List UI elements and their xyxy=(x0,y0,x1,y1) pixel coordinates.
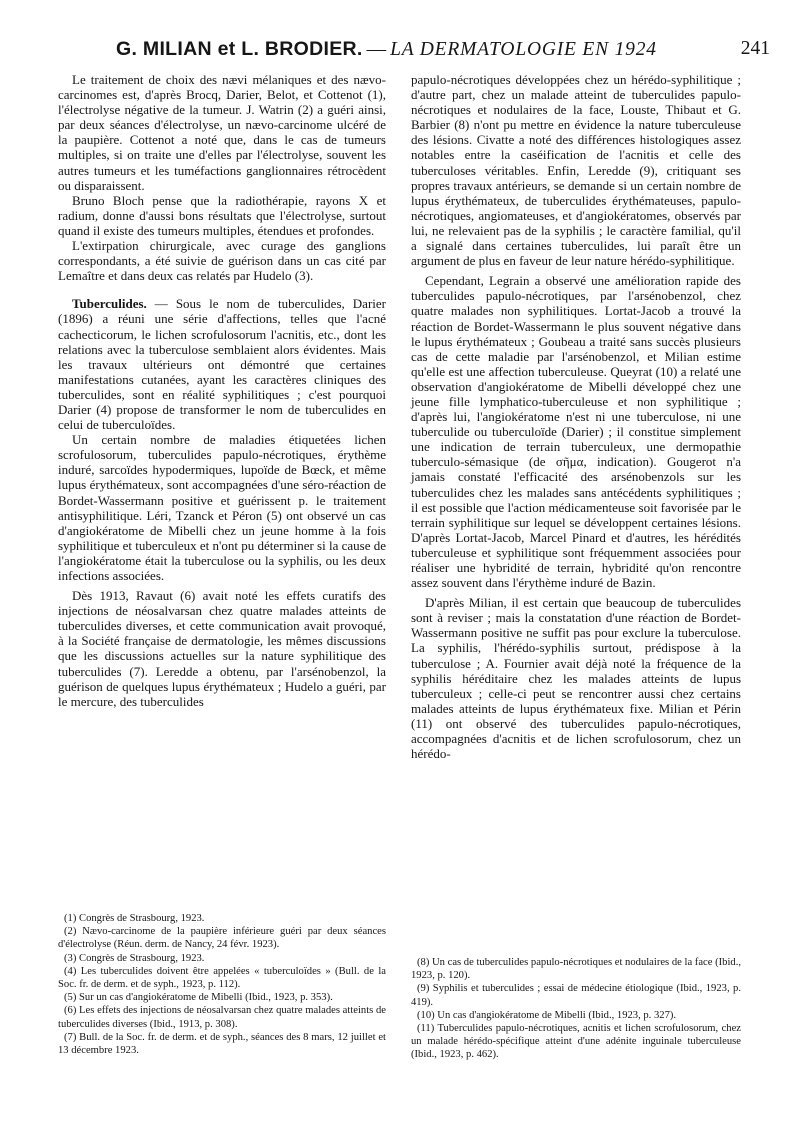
paragraph-naevi-electrolyse: Le traitement de choix des nævi mélaniques et des nævo-carcinomes est, d'après Brocq, Darier, Belot, et Cottenot (1), l'électrolyse négative de la tumeur. J. Watrin (2) a guéri ainsi, par deux séances d'électrolyse, un nævo-carcinome ulcéré de la paupière. Cottenot a noté que, dans le cas de tumeurs multiples, si on traite une d'elles par l'électrolyse, souvent les autres tumeurs et les tuméfactions ganglionnaires rétrocèdent ou disparaissent. xyxy=(58,72,386,193)
footnotes-right xyxy=(411,956,741,1062)
header-journal-title: LA DERMATOLOGIE EN 1924 xyxy=(390,39,657,60)
paragraph-legrain: Cependant, Legrain a observé une amélioration rapide des tuberculides papulo-nécrotiques, par l'arsénobenzol, chez quatre malades non syphilitiques. Lortat-Jacob a trouvé la réaction de Bordet-Wassermann le plus souvent négative dans le lupus érythémateux ; Goubeau a traité sans succès plusieurs cas de cette maladie par l'arsénobenzol, et Milian estime qu'elle est une affection tuberculeuse. Queyrat (10) a relaté une observation d'angiokératome de Mibelli développé chez une jeune fille lymphatico-tuberculeuse et non syphilitique ; d'après lui, l'angiokératome n'est ni une tuberculose, ni une tuberculide ou tuberculoïde (Darier) ; il constitue simplement une indication de terrain tuberculeux, une dermopathie tuberculo-sémasique (de σῆμα, indication). Gougerot n'a jamais constaté l'efficacité des arsénobenzols sur les tuberculides chez les malades sans antécédents syphilitiques ; il est possible que l'action médicamenteuse soit favorisée par le terrain syphilitique sur lequel se développent certaines lésions. D'après Lortat-Jacob, Marcel Pinard et d'autres, les hérédités tuberculeuse et syphilitique sont fréquemment associées pour réaliser une hybridité de terrain, hybridité qu'on rencontre assez souvent dans l'érythème induré de Bazin. xyxy=(411,273,741,591)
paragraph-milian: D'après Milian, il est certain que beaucoup de tuberculides sont à reviser ; mais la constatation d'une réaction de Bordet-Wassermann positive ne suffit pas pour exclure la tuberculose. La syphilis, l'hérédo-syphilis surtout, prédispose à la tuberculose ; A. Fournier avait déjà noté la fréquence de la syphilis héréditaire chez les malades atteints de lupus tuberculeux ; celle-ci peut se rencontrer aussi chez certains malades atteints de lupus érythémateux fixe. Milian et Périn (11) ont observé des tuberculides papulo-nécrotiques, accompagnées d'acnitis et de lichen scrofulosorum, chez un hérédo- xyxy=(411,595,741,762)
footnote: (2) Nævo-carcinome de la paupière inférieure guéri par deux séances d'électrolyse (Réun. derm. de Nancy, 24 févr. 1923). xyxy=(58,926,386,951)
paragraph-tuberculides-text: — Sous le nom de tuberculides, Darier (1896) a réuni une série d'affections, telles que l'acné cachecticorum, le lichen scrofulosorum l'acnitis, etc., dont les relations avec la tuberculose semblaient alors évidentes. Mais les travaux ultérieurs ont démontré que certaines manifestations cutanées, ayant les caractères cliniques des tuberculides, sont en réalité syphilitiques ; c'est pourquoi Darier (4) propose de transformer le nom de tuberculides en celui de tuberculoïdes. xyxy=(58,296,386,433)
footnote: (6) Les effets des injections de néosalvarsan chez quatre malades atteints de tuberculides diverses (Ibid., 1913, p. 308). xyxy=(58,1005,386,1030)
footnote: (10) Un cas d'angiokératome de Mibelli (Ibid., 1923, p. 327). xyxy=(417,1009,677,1021)
header-authors: G. MILIAN et L. BRODIER. xyxy=(116,38,363,60)
paragraph-tuberculides xyxy=(58,296,386,432)
paragraph-bordet-wassermann: Un certain nombre de maladies étiquetées lichen scrofulosorum, tuberculides papulo-nécrotiques, érythème induré, sarcoïdes hypodermiques, lupoïde de Bœck, et même lupus érythémateux, sont accompagnées d'une séro-réaction de Bordet-Wassermann positive et guérissent p. le traitement antisyphilitique. Léri, Tzanck et Péron (5) ont observé un cas d'angiokératome de Mibelli chez un jeune homme à la fois syphilitique et tuberculeux et n'ont pu déterminer si la cause de l'angiokératome était la tuberculose ou la syphilis, ou les deux infections associées. xyxy=(58,432,386,583)
footnote: (1) Congrès de Strasbourg, 1923. xyxy=(64,913,205,924)
right-column xyxy=(411,72,741,761)
header-dash: — xyxy=(366,39,387,60)
footnote: (4) Les tuberculides doivent être appelées « tuberculoïdes » (Bull. de la Soc. fr. de derm. et de syph., 1923, p. 112). xyxy=(58,965,386,991)
paragraph-extirpation: L'extirpation chirurgicale, avec curage des ganglions correspondants, a été suivie de guérison dans un cas cité par Lemaître et dans deux cas relatés par Hudelo (3). xyxy=(58,238,386,284)
footnote: (3) Congrès de Strasbourg, 1923. xyxy=(64,952,205,964)
footnote: (7) Bull. de la Soc. fr. de derm. et de syph., séances des 8 mars, 12 juillet et 13 décembre 1923. xyxy=(58,1031,386,1057)
footnote: (5) Sur un cas d'angiokératome de Mibelli (Ibid., 1923, p. 353). xyxy=(64,992,333,1004)
left-column xyxy=(58,72,386,709)
footnote: (9) Syphilis et tuberculides ; essai de médecine étiologique (Ibid., 1923, p. 419). xyxy=(411,983,741,1008)
section-heading-tuberculides: Tuberculides. xyxy=(72,296,147,312)
paragraph-papulo-necrotiques: papulo-nécrotiques développées chez un hérédo-syphilitique ; d'autre part, chez un malade atteint de tuberculides papulo-nécrotiques et nodulaires de la face, Louste, Thibaut et G. Barbier (8) n'ont pu mettre en évidence la nature tuberculeuse des lésions. Civatte a noté des différences histologiques assez notables entre la caséification de l'acnitis et celle des tuberculoses véritables. Enfin, Leredde (9), critiquant ses propres travaux antérieurs, se demande si un certain nombre de lupus érythémateux, de tuberculides érythémateuses, papulo-nécrotiques, angiomateuses, et d'angiokératomes, observés par lui, ne relevaient pas de la syphilis ; le caractère familial, qu'il a signalé dans certaines tuberculides, lui paraît être un argument de plus en faveur de leur nature hérédo-syphilitique. xyxy=(411,72,741,269)
paragraph-ravaut: Dès 1913, Ravaut (6) avait noté les effets curatifs des injections de néosalvarsan chez quatre malades atteints de tuberculides diverses, et cette communication avait provoqué, à la Société française de dermatologie, les mêmes discussions que les discussions actuelles sur la nature syphilitique des tuberculides (7). Leredde a obtenu, par l'arsénobenzol, la guérison de quelques lupus érythémateux ; Hudelo a guéri, par le mercure, des tuberculides xyxy=(58,588,386,709)
footnote: (8) Un cas de tuberculides papulo-nécrotiques et nodulaires de la face (Ibid., 1923, p. 120). xyxy=(411,957,741,982)
page-number: 241 xyxy=(740,38,770,59)
running-header xyxy=(116,38,770,66)
paragraph-radiotherapie: Bruno Bloch pense que la radiothérapie, rayons X et radium, donne d'aussi bons résultats que l'électrolyse, surtout quand il existe des tumeurs multiples, étendues et profondes. xyxy=(58,192,386,238)
footnote: (11) Tuberculides papulo-nécrotiques, acnitis et lichen scrofulosorum, chez un malade hérédo-spécifique atteint d'une adénite inguinale tuberculeuse (Ibid., 1923, p. 462). xyxy=(411,1023,741,1061)
footnotes-left xyxy=(58,912,386,1057)
